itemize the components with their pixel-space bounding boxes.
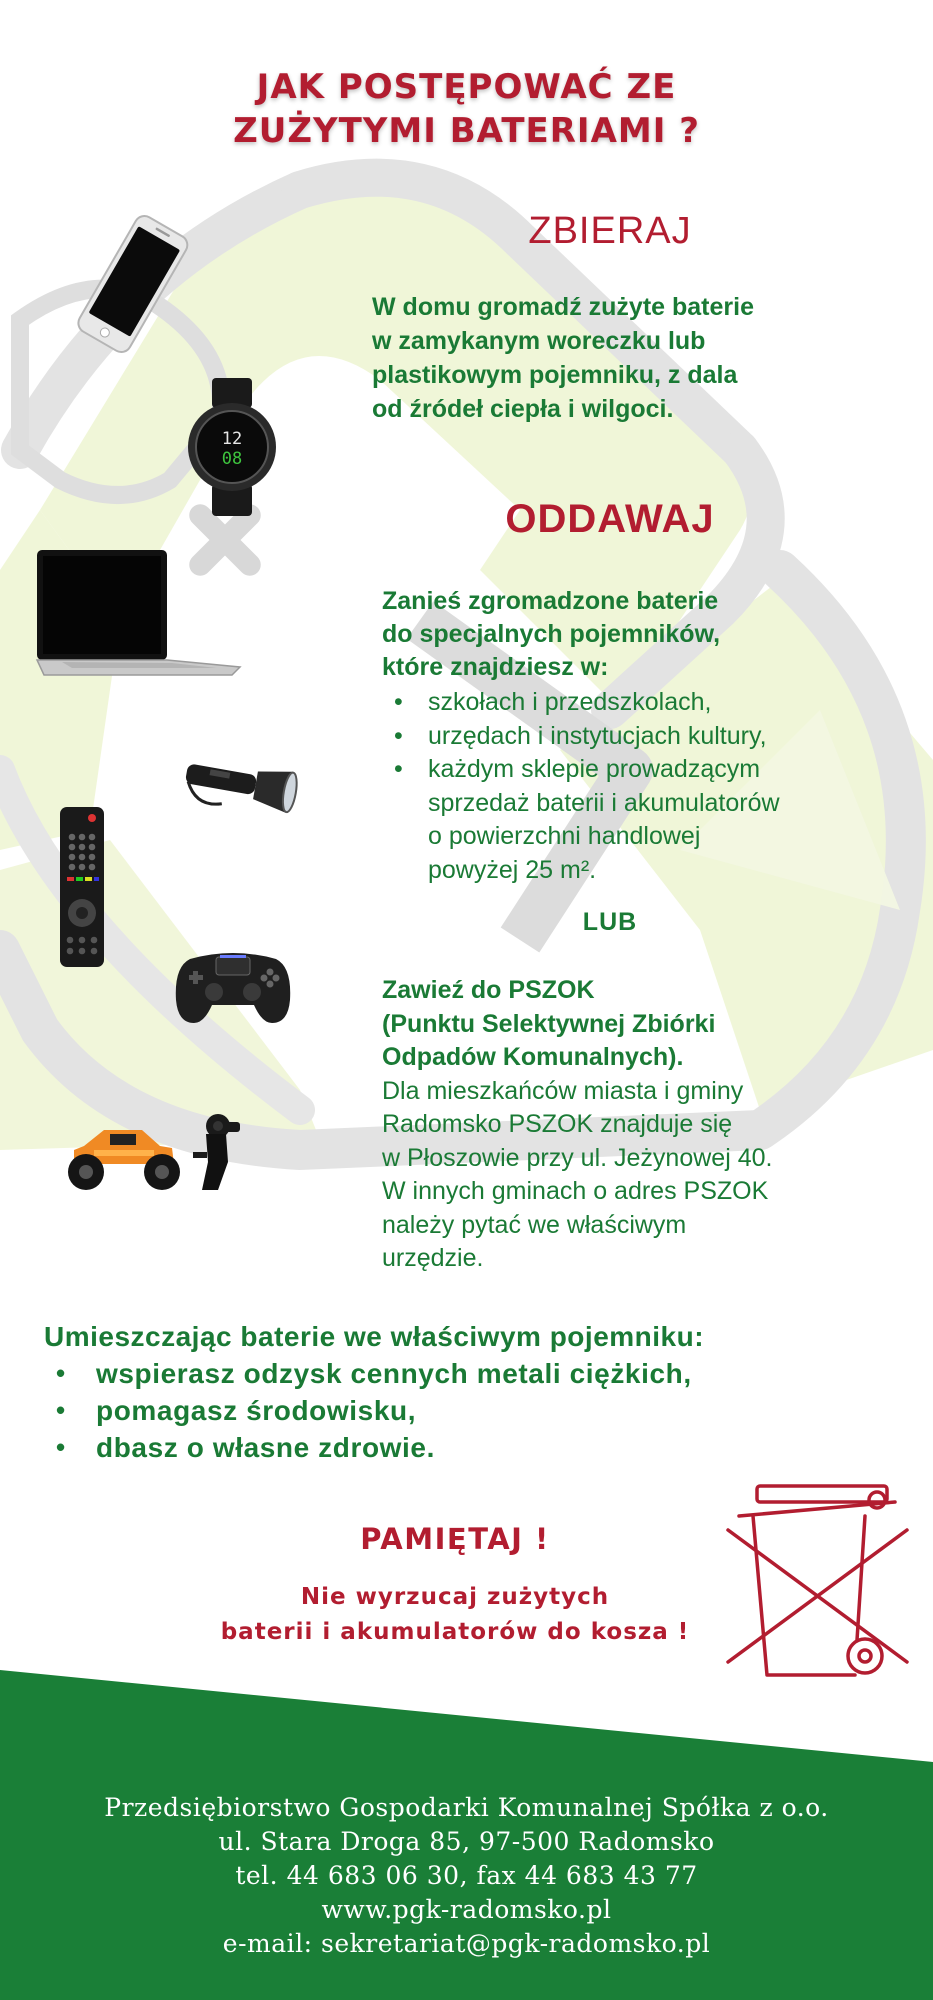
list-item [382, 686, 922, 720]
oddawaj-intro-line: Zanieś zgromadzone baterie [382, 587, 719, 615]
rc-transmitter-icon [188, 1112, 248, 1192]
benefit-item: • dbasz o własne zdrowie. [44, 1429, 904, 1466]
gamepad-icon [172, 945, 294, 1027]
reminder-line: Nie wyrzucaj zużytych [300, 1584, 610, 1610]
list-item-text: powyżej 25 m². [428, 855, 597, 884]
zbieraj-line: od źródeł ciepła i wilgoci. [372, 395, 674, 423]
list-item-text: • każdym sklepie prowadzącym [428, 755, 761, 783]
page-title [0, 65, 933, 153]
company-name: Przedsiębiorstwo Gospodarki Komunalnej Spółka z o.o. [104, 1793, 829, 1822]
laptop-icon [32, 545, 242, 680]
pszok-text-line: w Płoszowie przy ul. Jeżynowej 40. [382, 1143, 773, 1172]
benefits-summary [44, 1318, 904, 1466]
section-heading-oddawaj: ODDAWAJ [505, 497, 715, 541]
company-phone: tel. 44 683 06 30, fax 44 683 43 77 [235, 1861, 698, 1890]
collection-places-list [382, 686, 922, 887]
pszok-text-line: Dla mieszkańców miasta i gminy [382, 1076, 744, 1105]
company-website: www.pgk-radomsko.pl [321, 1895, 612, 1924]
oddawaj-intro-line: do specjalnych pojemników, [382, 620, 721, 648]
page-title-line-2: ZUŻYTYMI BATERIAMI ? [233, 111, 700, 151]
benefits-list [44, 1355, 904, 1466]
pszok-text-line: należy pytać we właściwym [382, 1210, 687, 1239]
oddawaj-intro [382, 585, 902, 684]
crossed-out-bin-icon [725, 1480, 910, 1680]
benefits-lead: Umieszczając baterie we właściwym pojemniku: [44, 1321, 705, 1352]
pszok-heading-line: (Punktu Selektywnej Zbiórki [382, 1009, 716, 1038]
benefit-item: • wspierasz odzysk cennych metali ciężkich, [44, 1355, 904, 1392]
reminder-line: baterii i akumulatorów do kosza ! [220, 1619, 690, 1645]
watch-display-hour: 12 [221, 429, 243, 449]
zbieraj-description [372, 290, 872, 426]
pszok-heading-line: Odpadów Komunalnych). [382, 1043, 684, 1071]
page-title-line-1: JAK POSTĘPOWAĆ ZE [256, 67, 677, 107]
company-email: e-mail: sekretariat@pgk-radomsko.pl [222, 1929, 711, 1958]
list-item [382, 720, 922, 754]
list-item-text: o powierzchni handlowej [428, 822, 701, 850]
list-item [382, 753, 922, 887]
list-item-text: • szkołach i przedszkolach, [428, 688, 712, 716]
list-item-text: sprzedaż baterii i akumulatorów [428, 788, 780, 817]
pszok-text-line: Radomsko PSZOK znajduje się [382, 1110, 733, 1138]
footer-contact [0, 1791, 933, 1961]
zbieraj-line: plastikowym pojemniku, z dala [372, 361, 738, 389]
section-heading-zbieraj: ZBIERAJ [528, 210, 692, 252]
pszok-text-line: W innych gminach o adres PSZOK [382, 1177, 769, 1205]
or-separator: LUB [582, 908, 638, 936]
watch-display-minute: 08 [221, 449, 243, 469]
pszok-text-line: urzędzie. [382, 1244, 484, 1272]
smartphone-icon [70, 212, 190, 362]
rc-car-icon [64, 1118, 184, 1194]
pszok-info [382, 974, 922, 1276]
list-item-text: • urzędach i instytucjach kultury, [428, 721, 767, 750]
oddawaj-intro-line: które znajdziesz w: [382, 653, 609, 681]
smartwatch-icon [182, 378, 282, 516]
benefit-item: • pomagasz środowisku, [44, 1392, 904, 1429]
company-address: ul. Stara Droga 85, 97-500 Radomsko [218, 1827, 715, 1856]
pszok-heading-line: Zawieź do PSZOK [382, 976, 595, 1004]
flashlight-icon [180, 755, 305, 820]
reminder-heading: PAMIĘTAJ ! [360, 1522, 550, 1556]
zbieraj-line: W domu gromadź zużyte baterie [372, 293, 754, 321]
remote-control-icon [58, 805, 106, 970]
reminder-warning [170, 1580, 740, 1650]
zbieraj-line: w zamykanym woreczku lub [372, 327, 706, 355]
